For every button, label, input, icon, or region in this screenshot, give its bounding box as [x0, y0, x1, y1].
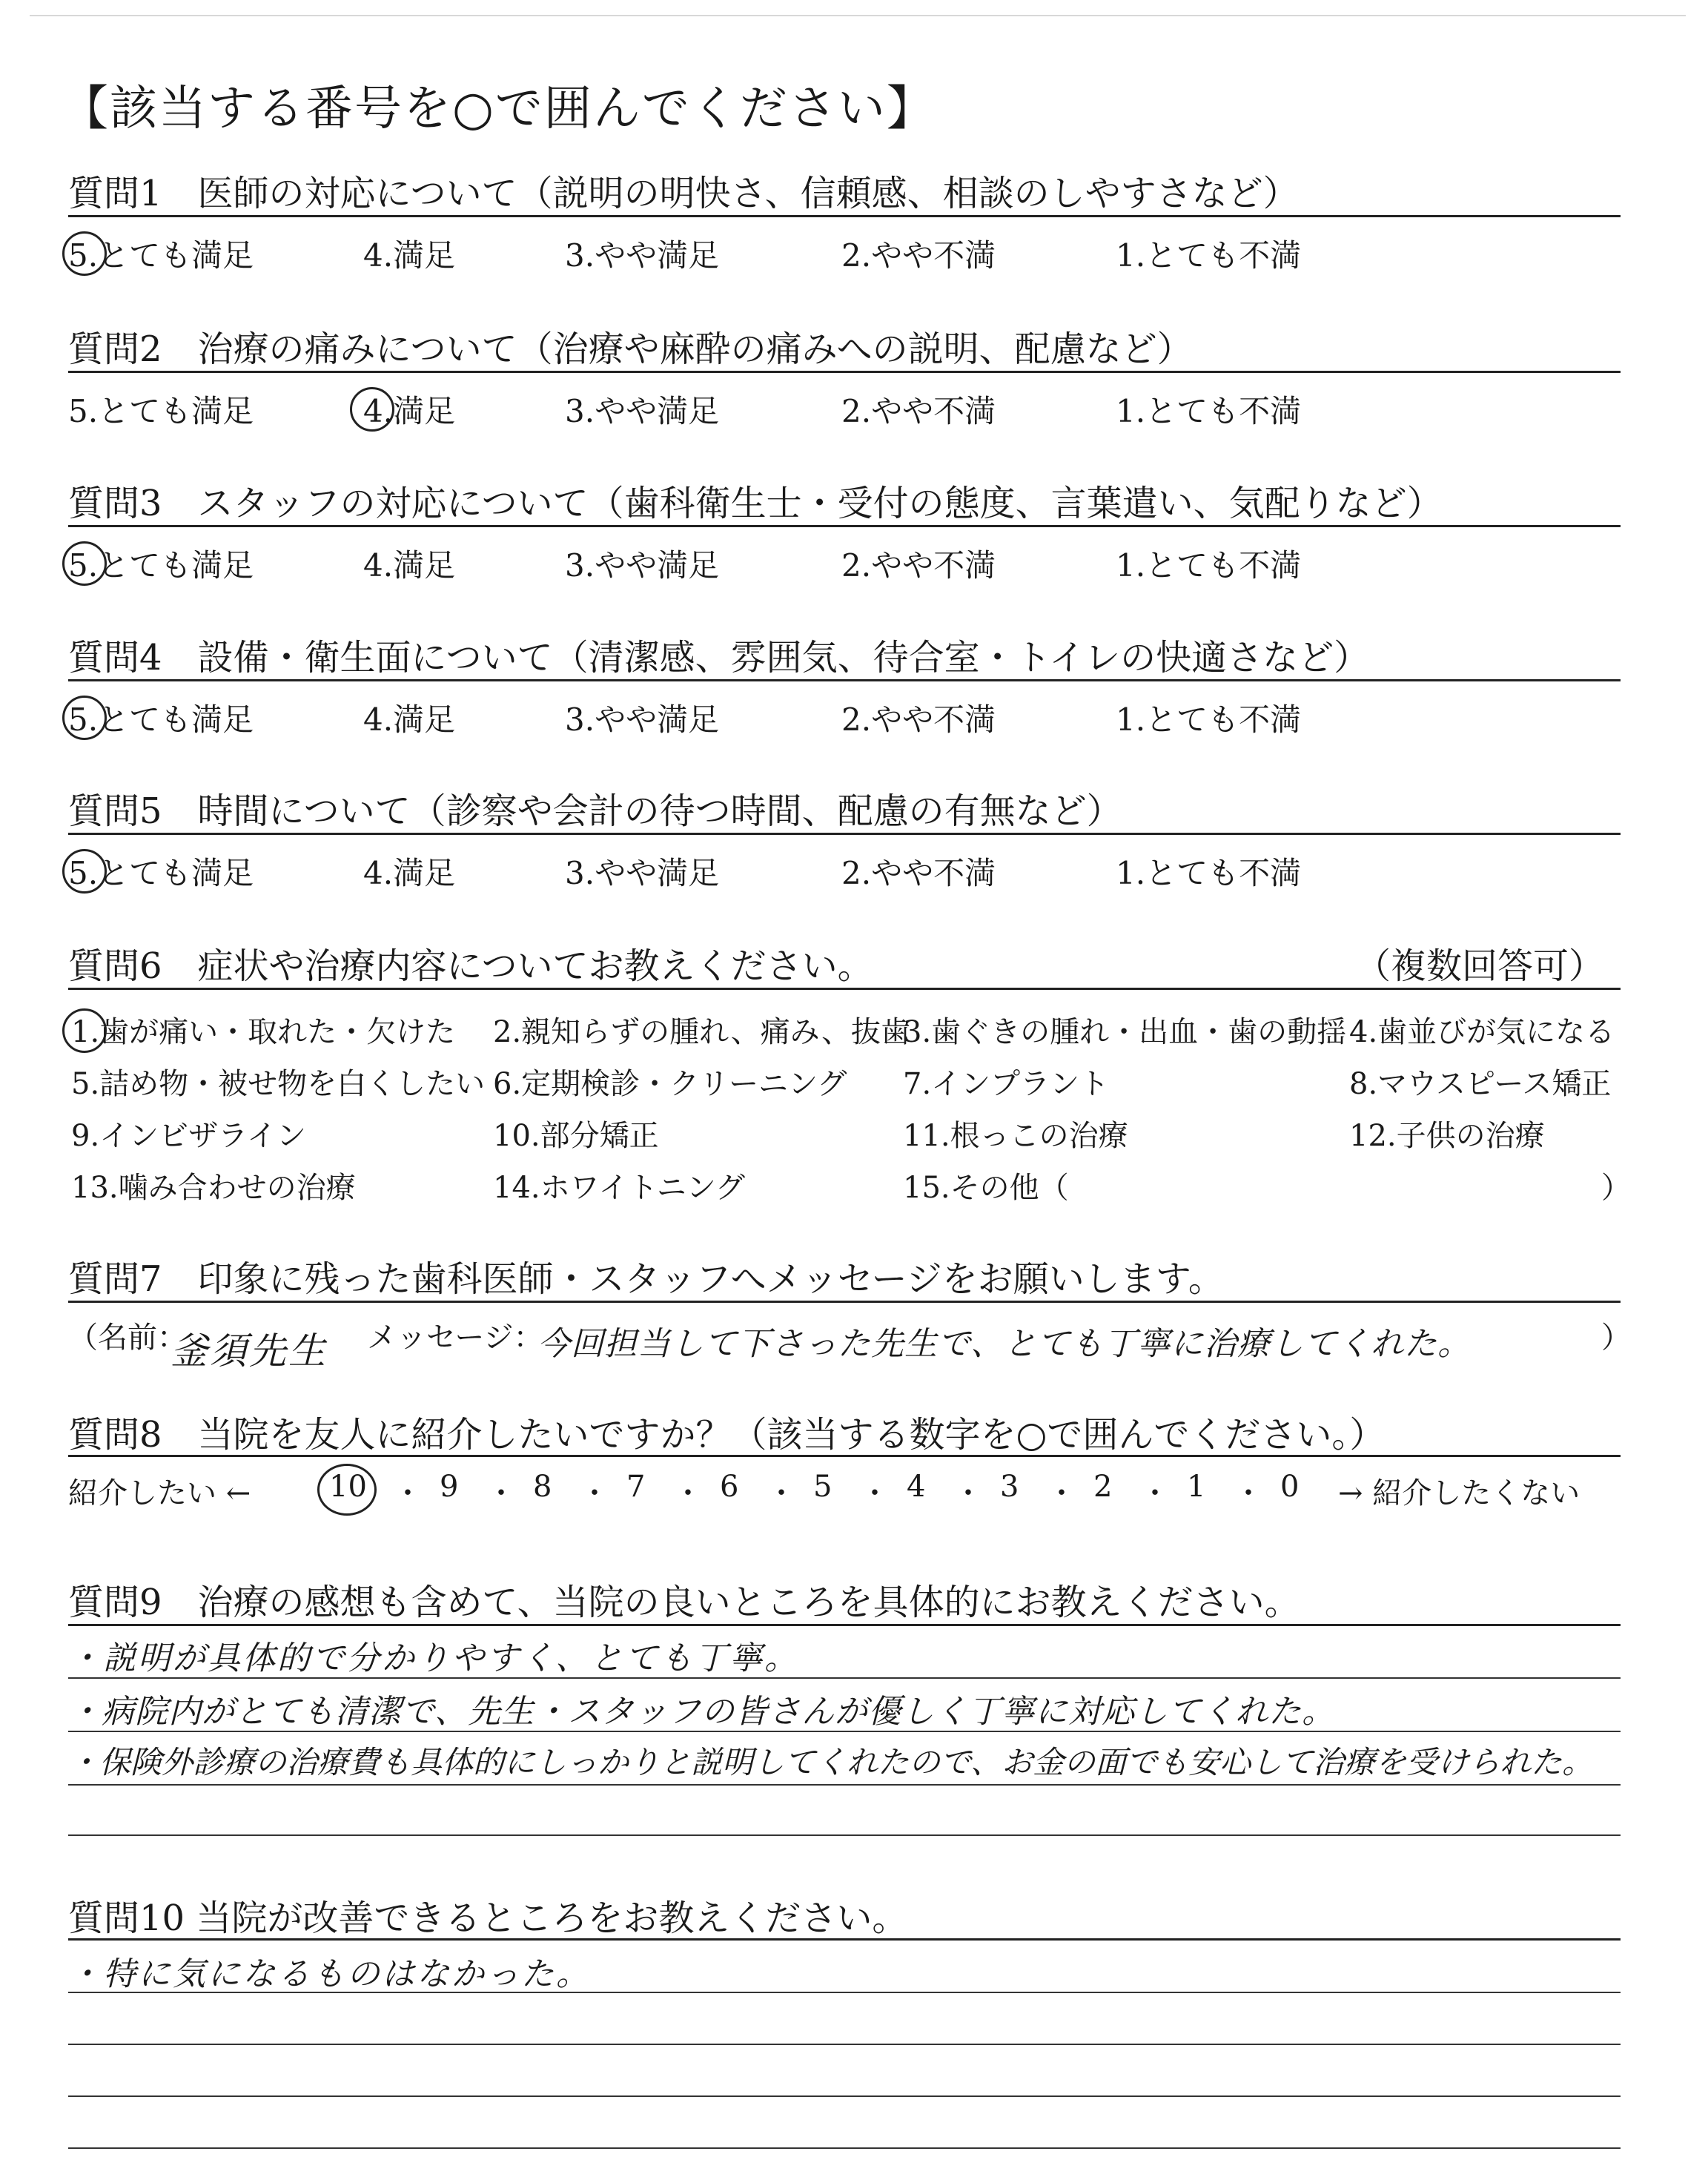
answer-line [68, 1834, 1621, 1836]
answer-line [68, 2147, 1621, 2149]
q5-option-3[interactable]: 3.やや満足 [565, 855, 720, 891]
question-4-rule [68, 679, 1621, 681]
question-1-label: 質問1 医師の対応について（説明の明快さ、信頼感、相談のしやすさなど） [68, 173, 1299, 214]
q8-dot: ・ [673, 1476, 703, 1510]
q7-name-value[interactable]: 釜須先生 [171, 1330, 328, 1373]
q10-answer[interactable]: ・特に気になるものはなかった。 [68, 1955, 591, 1993]
q6-item[interactable]: 3.歯ぐきの腫れ・出血・歯の動揺 [903, 1015, 1347, 1049]
question-9-rule [68, 1624, 1621, 1626]
q7-name-label: （名前： [68, 1321, 187, 1355]
q6-item[interactable]: 9.インビザライン [71, 1119, 306, 1153]
q2-option-1[interactable]: 1.とても不満 [1116, 393, 1302, 429]
q8-dot: ・ [580, 1476, 609, 1510]
question-10-label: 質問10 当院が改善できるところをお教えください。 [68, 1898, 908, 1939]
q4-option-1[interactable]: 1.とても不満 [1116, 701, 1302, 738]
q2-option-2[interactable]: 2.やや不満 [841, 393, 996, 429]
question-1-rule [68, 215, 1621, 217]
q6-item[interactable]: 15.その他（ [903, 1171, 1069, 1205]
q9-answer[interactable]: ・病院内がとても清潔で、先生・スタッフの皆さんが優しく丁寧に対応してくれた。 [68, 1693, 1336, 1731]
q3-option-5[interactable]: 5.とても満足 [68, 547, 254, 584]
answer-line [68, 2095, 1621, 2097]
answer-line [68, 1992, 1621, 1993]
q7-close-paren: ） [1601, 1321, 1631, 1355]
q6-item[interactable]: 14.ホワイトニング [493, 1171, 746, 1205]
q8-option-3[interactable]: 3 [1000, 1470, 1019, 1504]
question-2-label: 質問2 治療の痛みについて（治療や麻酔の痛みへの説明、配慮など） [68, 328, 1193, 370]
q6-close-paren: ） [1601, 1171, 1631, 1205]
question-10-rule [68, 1938, 1621, 1941]
q3-option-1[interactable]: 1.とても不満 [1116, 547, 1302, 584]
q8-dot: ・ [393, 1476, 423, 1510]
q8-option-1[interactable]: 1 [1187, 1470, 1206, 1504]
q8-dot: ・ [1140, 1476, 1170, 1510]
top-border [30, 15, 1686, 16]
question-8-label: 質問8 当院を友人に紹介したいですか？（該当する数字を○で囲んでください。） [68, 1414, 1386, 1456]
q8-dot: ・ [486, 1476, 516, 1510]
question-4-label: 質問4 設備・衛生面について（清潔感、雰囲気、待合室・トイレの快適さなど） [68, 637, 1370, 678]
question-8-rule [68, 1455, 1621, 1457]
q3-option-4[interactable]: 4.満足 [363, 547, 456, 584]
q5-option-5[interactable]: 5.とても満足 [68, 855, 254, 891]
q8-option-4[interactable]: 4 [907, 1470, 926, 1504]
q6-item[interactable]: 8.マウスピース矯正 [1349, 1067, 1612, 1101]
question-5-rule [68, 833, 1621, 835]
question-6-note: （複数回答可） [1355, 945, 1605, 987]
q8-left-label: 紹介したい ← [68, 1476, 251, 1510]
q4-option-3[interactable]: 3.やや満足 [565, 701, 720, 738]
question-7-label: 質問7 印象に残った歯科医師・スタッフへメッセージをお願いします。 [68, 1258, 1224, 1300]
q2-option-3[interactable]: 3.やや満足 [565, 393, 720, 429]
answer-line [68, 1731, 1621, 1732]
q2-option-5[interactable]: 5.とても満足 [68, 393, 254, 429]
q8-option-0[interactable]: 0 [1280, 1470, 1300, 1504]
question-6-rule [68, 988, 1621, 990]
q6-item[interactable]: 4.歯並びが気になる [1349, 1015, 1615, 1049]
q6-item[interactable]: 7.インプラント [903, 1067, 1110, 1101]
q1-option-4[interactable]: 4.満足 [363, 237, 456, 274]
question-3-label: 質問3 スタッフの対応について（歯科衛生士・受付の態度、言葉遣い、気配りなど） [68, 483, 1443, 524]
q5-option-4[interactable]: 4.満足 [363, 855, 456, 891]
q6-item[interactable]: 13.噛み合わせの治療 [71, 1171, 356, 1205]
q5-option-2[interactable]: 2.やや不満 [841, 855, 996, 891]
q4-option-4[interactable]: 4.満足 [363, 701, 456, 738]
q8-option-6[interactable]: 6 [720, 1470, 739, 1504]
q8-option-2[interactable]: 2 [1093, 1470, 1113, 1504]
q3-option-2[interactable]: 2.やや不満 [841, 547, 996, 584]
q7-message-label: メッセージ： [367, 1321, 543, 1355]
question-7-rule [68, 1301, 1621, 1303]
q1-option-5[interactable]: 5.とても満足 [68, 237, 254, 274]
q4-option-2[interactable]: 2.やや不満 [841, 701, 996, 738]
answer-line [68, 1677, 1621, 1679]
q6-item[interactable]: 1.歯が痛い・取れた・欠けた [71, 1015, 456, 1049]
q8-dot: ・ [953, 1476, 983, 1510]
q8-option-10[interactable]: 10 [329, 1470, 367, 1504]
q8-dot: ・ [1047, 1476, 1076, 1510]
q9-answer[interactable]: ・説明が具体的で分かりやすく、とても丁寧。 [68, 1639, 800, 1677]
answer-line [68, 1784, 1621, 1786]
q8-option-9[interactable]: 9 [440, 1470, 459, 1504]
q6-item[interactable]: 12.子供の治療 [1349, 1119, 1545, 1153]
q2-option-4[interactable]: 4.満足 [363, 393, 456, 429]
answer-line [68, 2044, 1621, 2045]
q6-item[interactable]: 2.親知らずの腫れ、痛み、抜歯 [493, 1015, 910, 1049]
question-6-label: 質問6 症状や治療内容についてお教えください。 [68, 945, 873, 987]
q1-option-1[interactable]: 1.とても不満 [1116, 237, 1302, 274]
form-title: 【該当する番号を○で囲んでください】 [61, 82, 936, 136]
q8-option-7[interactable]: 7 [626, 1470, 646, 1504]
q8-option-8[interactable]: 8 [533, 1470, 552, 1504]
question-2-rule [68, 371, 1621, 373]
q5-option-1[interactable]: 1.とても不満 [1116, 855, 1302, 891]
q8-option-5[interactable]: 5 [813, 1470, 833, 1504]
q6-item[interactable]: 6.定期検診・クリーニング [493, 1067, 847, 1101]
q8-dot: ・ [1234, 1476, 1263, 1510]
q9-answer[interactable]: ・保険外診療の治療費も具体的にしっかりと説明してくれたので、お金の面でも安心して治療を受けられた。 [68, 1744, 1594, 1780]
q6-item[interactable]: 5.詰め物・被せ物を白くしたい [71, 1067, 486, 1101]
q6-item[interactable]: 10.部分矯正 [493, 1119, 659, 1153]
q1-option-2[interactable]: 2.やや不満 [841, 237, 996, 274]
q1-option-3[interactable]: 3.やや満足 [565, 237, 720, 274]
q6-item[interactable]: 11.根っこの治療 [903, 1119, 1128, 1153]
q8-dot: ・ [767, 1476, 796, 1510]
question-9-label: 質問9 治療の感想も含めて、当院の良いところを具体的にお教えください。 [68, 1582, 1300, 1623]
q8-dot: ・ [860, 1476, 890, 1510]
q8-right-label: → 紹介したくない [1338, 1476, 1580, 1510]
question-3-rule [68, 525, 1621, 527]
q3-option-3[interactable]: 3.やや満足 [565, 547, 720, 584]
q7-message-value[interactable]: 今回担当して下さった先生で、とても丁寧に治療してくれた。 [537, 1325, 1472, 1363]
question-5-label: 質問5 時間について（診察や会計の待つ時間、配慮の有無など） [68, 790, 1122, 832]
q4-option-5[interactable]: 5.とても満足 [68, 701, 254, 738]
